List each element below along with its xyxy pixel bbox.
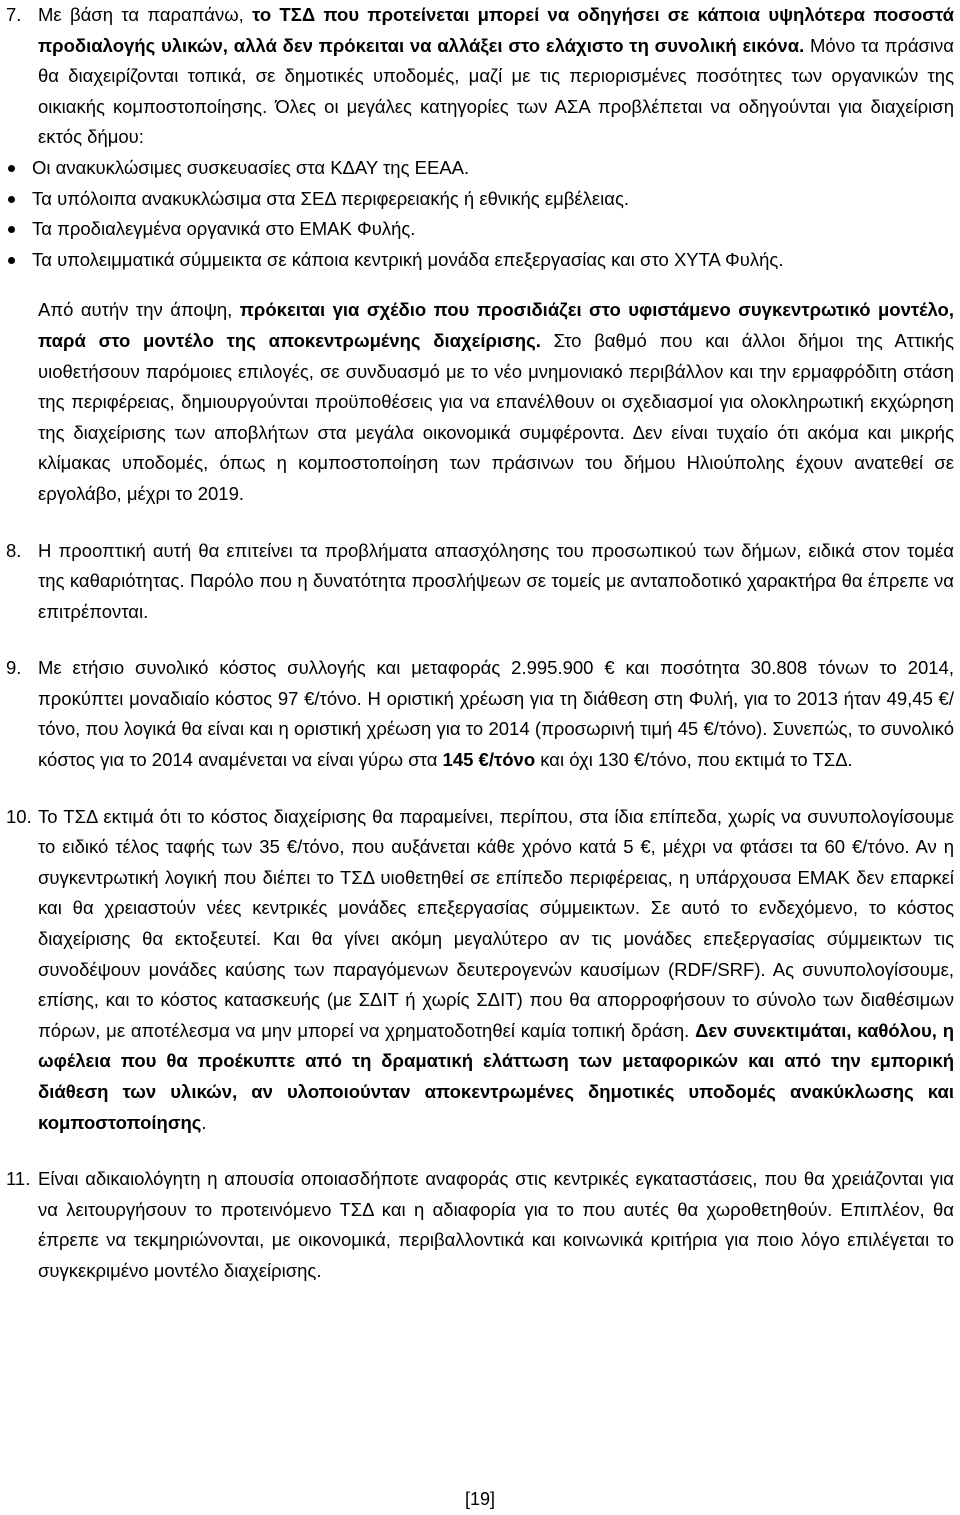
list-item-7 (0, 0, 954, 153)
bullet-item: Τα υπόλοιπα ανακυκλώσιμα στα ΣΕΔ περιφερειακής ή εθνικής εμβέλειας. (0, 184, 960, 215)
list-item-8 (0, 536, 954, 628)
item-9-text (38, 657, 954, 770)
bold-text-run: το ΤΣΔ που προτείνεται μπορεί να οδηγήσει σε κάποια υψηλότερα ποσοστά προδιαλογής υλικών, αλλά δεν πρόκειται να αλλάξει στο ελάχιστο τη συνολική εικόνα. (38, 4, 955, 56)
text-run: Από αυτήν την άποψη, (38, 299, 240, 321)
text-run: Με βάση τα παραπάνω, (38, 4, 253, 25)
text-run: . (201, 1111, 207, 1133)
text-run: και όχι 130 €/τόνο, που εκτιμά το ΤΣΔ. (535, 749, 853, 771)
item-number: 7. (6, 4, 22, 25)
item-number: 8. (6, 539, 22, 561)
item-11-text: Είναι αδικαιολόγητη η απουσία οποιασδήποτε αναφοράς στις κεντρικές εγκαταστάσεις, που θα χρειάζονται για να λειτουργήσουν το προτεινόμενο ΤΣΔ και η αδιαφορία για το που αυτές θα χωροθετηθούν. Επιπλέον, θα έπρεπε να τεκμηριώνονται, με οικονομικά, περιβαλλοντικά και κοινωνικά κριτήρια για ποιο λόγο επιλέγεται το συγκεκριμένο μοντέλο διαχείρισης. (38, 1168, 954, 1281)
text-run: Μόνο τα πράσινα θα διαχειρίζονται τοπικά, σε δημοτικές υποδομές, μαζί με τις περιορισμένες ποσότητες των οργανικών της οικιακής κομποστοποίησης. Όλες οι μεγάλες κατηγορίες των ΑΣΑ προβλέπεται να οδηγούνται για διαχείριση εκτός δήμου: (38, 34, 954, 148)
paragraph (0, 295, 954, 509)
page-number: [19] (464, 1489, 496, 1509)
bullet-list (0, 153, 960, 275)
list-item-10 (0, 802, 954, 1139)
item-8-text: Η προοπτική αυτή θα επιτείνει τα προβλήματα απασχόλησης του προσωπικού των δήμων, ειδικά στον τομέα της καθαριότητας. Παρόλο που η δυνατότητα προσλήψεων σε τομείς με ανταποδοτικό χαρακτήρα θα έπρεπε να επιτρέπονται. (38, 539, 954, 622)
text-run: Στο βαθμό που και άλλοι δήμοι της Αττικής υιοθετήσουν παρόμοιες επιλογές, σε συνδυασμό με το νέο μνημονιακό περιβάλλον και την ερμαφρόδιτη στάση της περιφέρειας, δημιουργούνται προϋποθέσεις για να επανέλθουν οι σχεδιασμοί για ολοκληρωτική εκχώρηση της διαχείρισης των αποβλήτων στα μεγάλα οικονομικά συμφέροντα. Δεν είναι τυχαίο ότι ακόμα και μικρής κλίμακας υποδομές, όπως η κομποστοποίηση των πράσινων του δήμου Ηλιούπολης έχουν ανατεθεί σε εργολάβο, μέχρι το 2019. (38, 329, 954, 504)
item-7-text (38, 4, 954, 147)
text-run: Με ετήσιο συνολικό κόστος συλλογής και μεταφοράς 2.995.900 € και ποσότητα 30.808 τόνων το 2014, προκύπτει μοναδιαίο κόστος 97 €/τόνο. Η οριστική χρέωση για τη διάθεση στη Φυλή, για το 2013 ήταν 49,45 €/τόνο, που λογικά θα είναι και η οριστική χρέωση για το 2014 (προσωρινή τιμή 45 €/τόνο). Συνεπώς, το συνολικό κόστος για το 2014 αναμένεται να είναι γύρω στα (38, 657, 954, 771)
bullet-item: Τα υπολειμματικά σύμμεικτα σε κάποια κεντρική μονάδα επεξεργασίας και στο ΧΥΤΑ Φυλής. (0, 245, 960, 276)
text-run: Το ΤΣΔ εκτιμά ότι το κόστος διαχείρισης θα παραμείνει, περίπου, στα ίδια επίπεδα, χωρίς να συνυπολογίσουμε το ειδικό τέλος ταφής των 35 €/τόνο, που αυξάνεται κάθε χρόνο κατά 5 €, μέχρι να φτάσει τα 60 €/τόνο. Αν η συγκεντρωτική λογική που διέπει το ΤΣΔ υιοθετηθεί σε επίπεδο περιφέρειας, η υπάρχουσα ΕΜΑΚ δεν επαρκεί και θα χρειαστούν νέες κεντρικές μονάδες επεξεργασίας σύμμεικτων. Σε αυτό το ενδεχόμενο, το κόστος διαχείρισης θα εκτοξευτεί. Και θα γίνει ακόμη μεγαλύτερο αν τις μονάδες επεξεργασίας σύμμεικτων τις συνοδέψουν μονάδες καύσης των παραγόμενων δευτερογενών καυσίμων (RDF/SRF). Ας συνυπολογίσουμε, επίσης, και το κόστος κατασκευής (με ΣΔΙΤ ή χωρίς ΣΔΙΤ) που θα απορροφήσουν το σύνολο των διαθέσιμων πόρων, με αποτέλεσμα να μην μπορεί να χρηματοδοτηθεί καμία τοπική δράση. (38, 805, 954, 1041)
item-number: 10. (6, 805, 32, 827)
item-number: 9. (6, 657, 22, 679)
bullet-item: Τα προδιαλεγμένα οργανικά στο ΕΜΑΚ Φυλής. (0, 214, 960, 245)
bold-text-run: πρόκειται για σχέδιο που προσιδιάζει στο υφιστάμενο συγκεντρωτικό μοντέλο, παρά στο μοντέλο της αποκεντρωμένης διαχείρισης. (38, 299, 954, 351)
bold-text-run: 145 €/τόνο (442, 749, 536, 771)
item-number: 11. (6, 1168, 31, 1190)
list-item-9 (0, 653, 954, 775)
bullet-item: Οι ανακυκλώσιμες συσκευασίες στα ΚΔΑΥ της ΕΕΑΑ. (0, 153, 960, 184)
list-item-11 (0, 1164, 954, 1286)
item-10-text (38, 806, 954, 1133)
bold-text-run: Δεν συνεκτιμάται, καθόλου, η ωφέλεια που θα προέκυπτε από τη δραματική ελάττωση των μεταφορικών και από την εμπορική διάθεση των υλικών, αν υλοποιούνταν αποκεντρωμένες δημοτικές υποδομές ανακύκλωσης και κομποστοποίησης (38, 1019, 954, 1133)
